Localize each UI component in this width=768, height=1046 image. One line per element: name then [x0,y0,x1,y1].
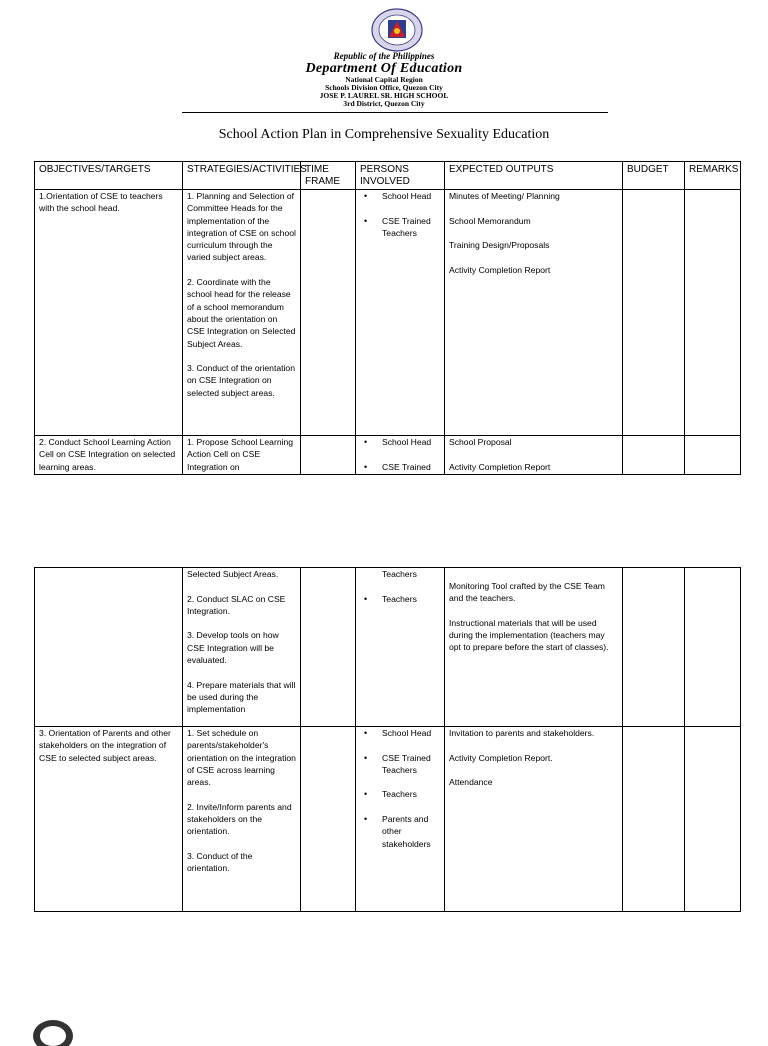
strategy-item: 3. Develop tools on how CSE Integration will be evaluated. [187,630,279,666]
col-expected-outputs: EXPECTED OUTPUTS [445,162,623,190]
col-remarks: REMARKS [685,162,741,190]
remarks-cell [685,727,741,912]
republic-line: Republic of the Philippines [333,51,435,61]
persons-cell [356,436,445,475]
outputs-cell [445,190,623,436]
strategy-item: 2. Invite/Inform parents and stakeholders on the orientation. [187,801,292,837]
objective-cell: 1.Orientation of CSE to teachers with the school head. [35,190,183,436]
action-plan-table-page2 [34,567,741,912]
output-item: Activity Completion Report [449,461,551,472]
table-row [35,190,741,436]
time-frame-cell [301,568,356,727]
strategy-item: 2. Conduct SLAC on CSE Integration. [187,593,286,616]
output-item: School Proposal [449,437,512,447]
time-frame-cell [301,727,356,912]
output-item: Minutes of Meeting/ Planning [449,191,560,201]
action-plan-table-page1 [34,161,741,475]
outputs-cell [445,727,623,912]
output-item: Instructional materials that will be used during the implementation (teachers may opt to prepare before the start of classes). [449,617,609,653]
output-item: Monitoring Tool crafted by the CSE Team and the teachers. [449,581,605,604]
header-divider [182,112,608,113]
remarks-cell [685,436,741,475]
department-name: Department Of Education [305,61,463,76]
strategy-item: 3. Conduct of the orientation on CSE Integration on selected subject areas. [187,363,295,398]
region-line: National Capital Region [345,75,423,84]
output-item: Attendance [449,777,493,788]
time-frame-cell [301,190,356,436]
persons-cell [356,727,445,912]
persons-cell [356,190,445,436]
table-row [35,568,741,727]
budget-cell [623,727,685,912]
remarks-cell [685,190,741,436]
person-item: • School Head [360,727,440,739]
strategy-item: 1. Set schedule on parents/stakeholder's orientation on the integration of CSE across learning areas. [187,728,296,788]
strategies-cell [183,568,301,727]
budget-cell [623,190,685,436]
person-item: • Teachers [360,788,440,800]
output-item: Training Design/Proposals [449,240,550,251]
objective-cell: 2. Conduct School Learning Action Cell on CSE Integration on selected learning areas. [35,436,183,475]
footer-seal-icon [32,1016,74,1046]
person-item: • Teachers [360,593,440,605]
outputs-cell [445,436,623,475]
strategies-cell [183,727,301,912]
person-item-continued: Teachers [382,569,417,579]
person-item: • Parents and other stakeholders [360,813,440,850]
person-item: • CSE Trained Teachers [360,752,440,777]
document-title: School Action Plan in Comprehensive Sexuality Education [218,127,550,142]
deped-seal-icon [371,8,423,52]
table-header-row [35,162,741,190]
output-item: Activity Completion Report [449,264,551,275]
output-item: Activity Completion Report. [449,752,553,763]
district-line: 3rd District, Quezon City [343,99,425,108]
persons-cell [356,568,445,727]
strategies-cell [183,190,301,436]
output-item: Invitation to parents and stakeholders. [449,728,595,738]
objective-cell: 3. Orientation of Parents and other stakeholders on the integration of CSE to selected subject areas. [35,727,183,912]
strategy-item: 2. Coordinate with the school head for the release of a school memorandum about the orientation on CSE Integration on Selected Subject Areas. [187,277,296,349]
division-line: Schools Division Office, Quezon City [325,83,443,92]
strategy-item: 1. Planning and Selection of Committee Heads for the implementation of the integration of CSE on school curriculum through the varied subject areas. [187,191,296,263]
person-item: • CSE Trained Teachers [360,215,440,240]
strategy-item: 1. Propose School Learning Action Cell on CSE Integration on [187,437,294,472]
school-name: JOSE P. LAUREL SR. HIGH SCHOOL [319,91,449,100]
col-strategies: STRATEGIES/ACTIVITIES [183,162,301,190]
output-item: School Memorandum [449,215,531,226]
person-item: • School Head [360,436,440,448]
time-frame-cell [301,436,356,475]
strategies-cell [183,436,301,475]
strategy-item: Selected Subject Areas. [187,569,279,579]
objective-cell [35,568,183,727]
remarks-cell [685,568,741,727]
col-time-frame: TIME FRAME [301,162,356,190]
budget-cell [623,568,685,727]
outputs-cell [445,568,623,727]
strategy-item: 4. Prepare materials that will be used during the implementation [187,679,296,715]
table-row [35,727,741,912]
col-budget: BUDGET [623,162,685,190]
strategy-item: 3. Conduct of the orientation. [187,850,253,874]
person-item: • CSE Trained [360,461,440,473]
col-persons-involved: PERSONS INVOLVED [356,162,445,190]
person-item: • School Head [360,190,440,202]
table-row [35,436,741,475]
col-objectives: OBJECTIVES/TARGETS [35,162,183,190]
budget-cell [623,436,685,475]
